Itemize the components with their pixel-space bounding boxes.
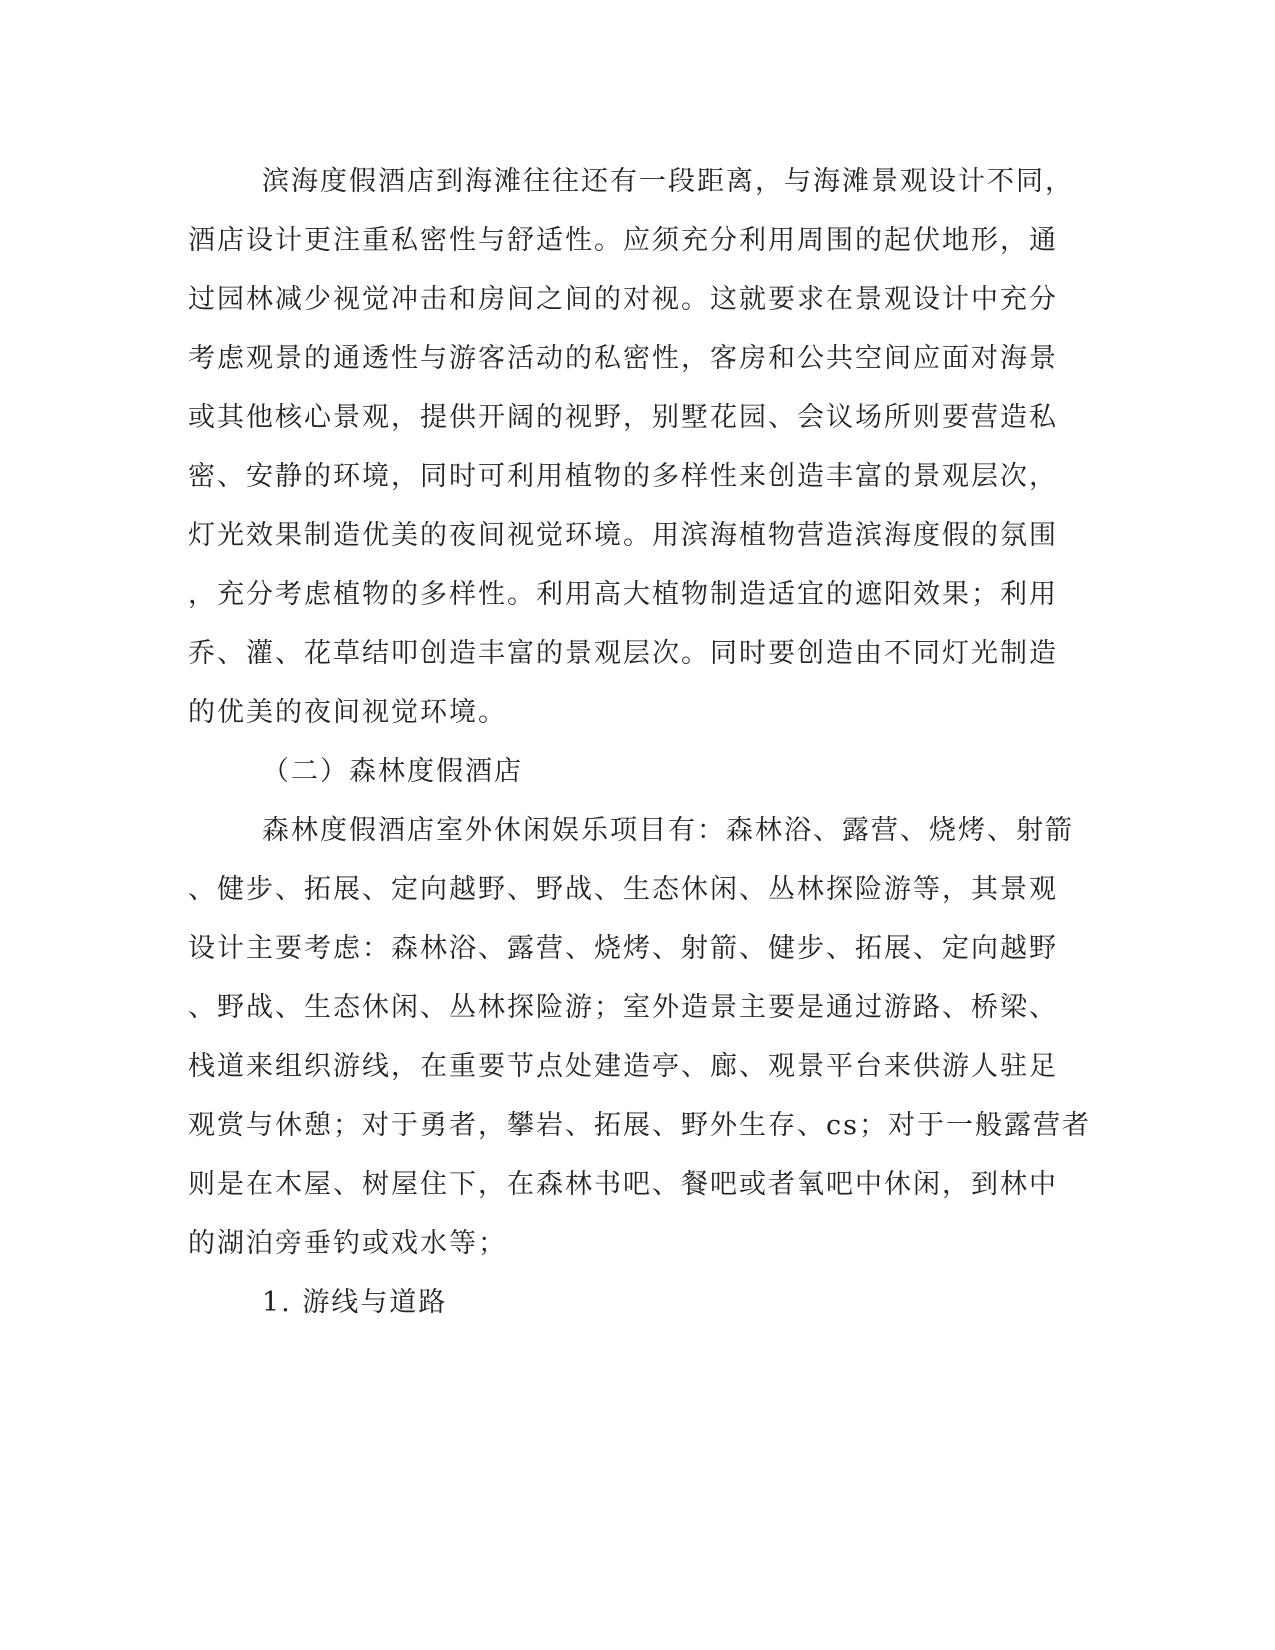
paragraph-2-line: 、野战、生态休闲、丛林探险游；室外造景主要是通过游路、桥梁、 [188,992,1058,1023]
paragraph-2-line: 观赏与休憩；对于勇者，攀岩、拓展、野外生存、cs；对于一般露营者 [188,1110,1091,1141]
section-heading: （二）森林度假酒店 [262,756,523,787]
paragraph-2-line: 森林度假酒店室外休闲娱乐项目有：森林浴、露营、烧烤、射箭 [262,815,1074,846]
paragraph-1-line: 的优美的夜间视觉环境。 [188,697,507,728]
paragraph-1-line: 考虑观景的通透性与游客活动的私密性，客房和公共空间应面对海景 [188,343,1058,374]
paragraph-2-line: 栈道来组织游线，在重要节点处建造亭、廊、观景平台来供游人驻足 [188,1051,1058,1082]
paragraph-1-line: 密、安静的环境，同时可利用植物的多样性来创造丰富的景观层次， [188,461,1058,492]
subheading: 1. 游线与道路 [262,1287,448,1318]
paragraph-2-line: 则是在木屋、树屋住下，在森林书吧、餐吧或者氧吧中休闲，到林中 [188,1169,1058,1200]
paragraph-1-line: 或其他核心景观，提供开阔的视野，别墅花园、会议场所则要营造私 [188,402,1058,433]
paragraph-2-line: 设计主要考虑：森林浴、露营、烧烤、射箭、健步、拓展、定向越野 [188,933,1058,964]
paragraph-1-line: 酒店设计更注重私密性与舒适性。应须充分利用周围的起伏地形，通 [188,225,1058,256]
paragraph-2-line: 、健步、拓展、定向越野、野战、生态休闲、丛林探险游等，其景观 [188,874,1058,905]
paragraph-1-line: 滨海度假酒店到海滩往往还有一段距离，与海滩景观设计不同， [262,166,1074,197]
paragraph-2-line: 的湖泊旁垂钓或戏水等； [188,1228,507,1259]
paragraph-1-line: 灯光效果制造优美的夜间视觉环境。用滨海植物营造滨海度假的氛围 [188,520,1058,551]
paragraph-1-line: ，充分考虑植物的多样性。利用高大植物制造适宜的遮阳效果；利用 [188,579,1058,610]
paragraph-1-line: 过园林减少视觉冲击和房间之间的对视。这就要求在景观设计中充分 [188,284,1058,315]
paragraph-1-line: 乔、灌、花草结叩创造丰富的景观层次。同时要创造由不同灯光制造 [188,638,1058,669]
